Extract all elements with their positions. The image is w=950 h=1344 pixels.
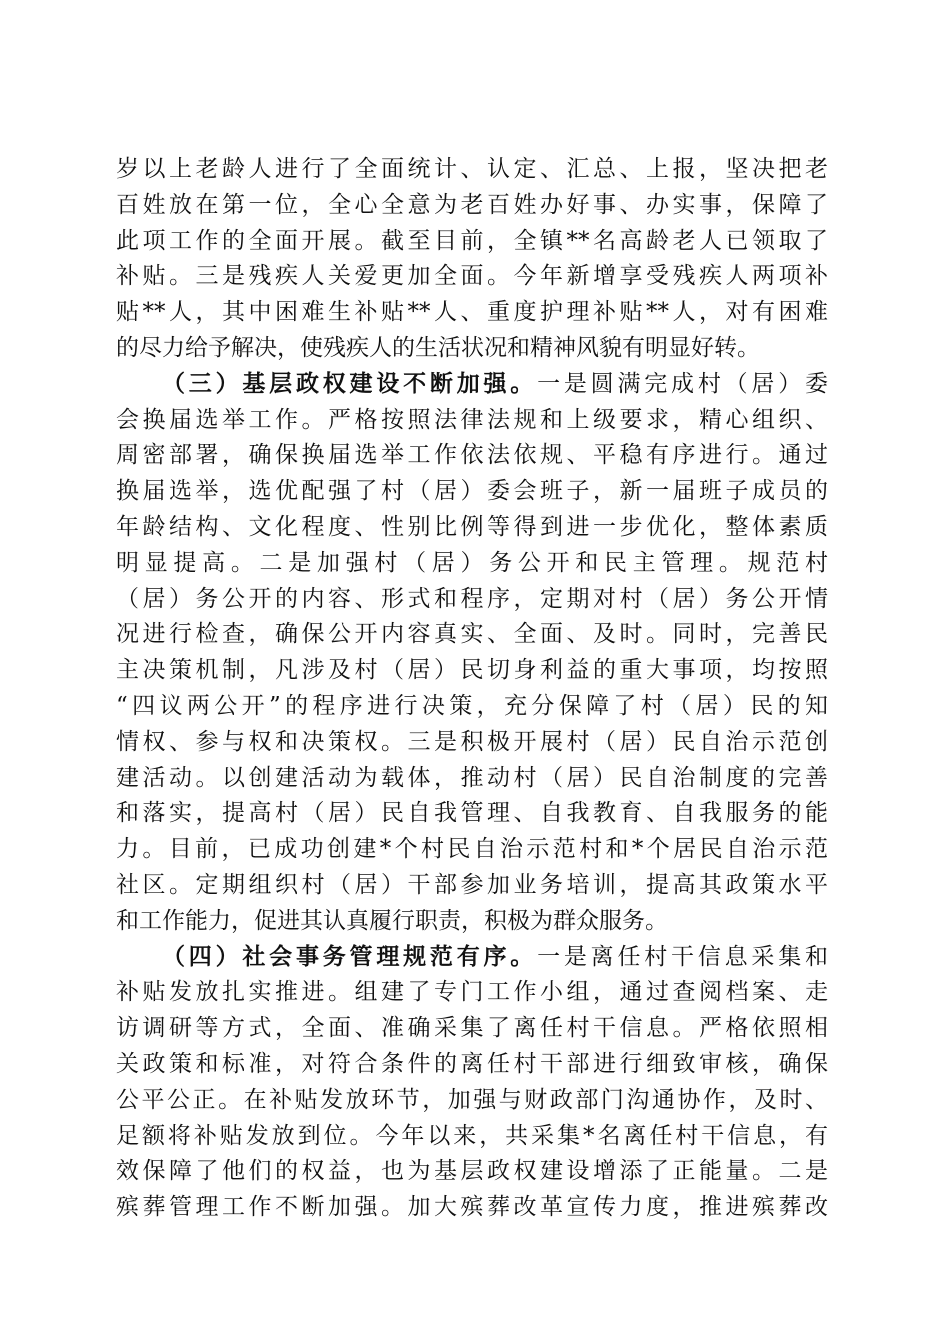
text-line: 社区。定期组织村（居）干部参加业务培训，提高其政策水平 xyxy=(116,871,828,898)
text-line: 公平公正。在补贴发放环节，加强与财政部门沟通协作，及时、 xyxy=(116,1086,828,1113)
text-line: 此项工作的全面开展。截至目前，全镇**名高龄老人已领取了 xyxy=(116,227,828,254)
text-line: “四议两公开”的程序进行决策，充分保障了村（居）民的知 xyxy=(116,692,828,719)
text-line: 贴**人，其中困难生补贴**人、重度护理补贴**人，对有困难 xyxy=(116,299,828,326)
paragraph-start-line xyxy=(116,940,828,976)
text-line: 和工作能力，促进其认真履行职责，积极为群众服务。 xyxy=(116,907,668,934)
text-line: 主决策机制，凡涉及村（居）民切身利益的重大事项，均按照 xyxy=(116,657,828,684)
text-line: 建活动。以创建活动为载体，推动村（居）民自治制度的完善 xyxy=(116,764,828,791)
text-line: 补贴发放扎实推进。组建了专门工作小组，通过查阅档案、走 xyxy=(116,979,828,1006)
text-line: 效保障了他们的权益，也为基层政权建设增添了正能量。二是 xyxy=(116,1158,828,1185)
text-run: 一是圆满完成村（居）委 xyxy=(537,370,829,397)
text-line: 明显提高。二是加强村（居）务公开和民主管理。规范村 xyxy=(116,549,828,576)
text-line: 年龄结构、文化程度、性别比例等得到进一步优化，整体素质 xyxy=(116,513,828,540)
text-line: 补贴。三是残疾人关爱更加全面。今年新增享受残疾人两项补 xyxy=(116,263,828,290)
text-line: 关政策和标准，对符合条件的离任村干部进行细致审核，确保 xyxy=(116,1050,828,1077)
text-line: 换届选举，选优配强了村（居）委会班子，新一届班子成员的 xyxy=(116,478,828,505)
text-line: 岁以上老龄人进行了全面统计、认定、汇总、上报，坚决把老 xyxy=(116,156,828,182)
text-line: 访调研等方式，全面、准确采集了离任村干信息。严格依照相 xyxy=(116,1015,828,1042)
section-heading-3: （三）基层政权建设不断加强。 xyxy=(162,370,538,397)
body-text xyxy=(116,152,828,1226)
text-line: 百姓放在第一位，全心全意为老百姓办好事、办实事，保障了 xyxy=(116,191,828,218)
text-run: 一是离任村干信息采集和 xyxy=(537,943,829,970)
text-line: 周密部署，确保换届选举工作依法依规、平稳有序进行。通过 xyxy=(116,442,828,469)
text-line: 情权、参与权和决策权。三是积极开展村（居）民自治示范创 xyxy=(116,728,828,755)
text-line: （居）务公开的内容、形式和程序，定期对村（居）务公开情 xyxy=(116,585,828,612)
text-line: 会换届选举工作。严格按照法律法规和上级要求，精心组织、 xyxy=(116,406,828,433)
text-line: 和落实，提高村（居）民自我管理、自我教育、自我服务的能 xyxy=(116,800,828,827)
text-line: 况进行检查，确保公开内容真实、全面、及时。同时，完善民 xyxy=(116,621,828,648)
section-heading-4: （四）社会事务管理规范有序。 xyxy=(162,943,538,970)
paragraph-start-line xyxy=(116,367,828,403)
text-line: 力。目前，已成功创建*个村民自治示范村和*个居民自治示范 xyxy=(116,836,828,863)
text-line: 殡葬管理工作不断加强。加大殡葬改革宣传力度，推进殡葬改 xyxy=(116,1194,828,1221)
text-line: 足额将补贴发放到位。今年以来，共采集*名离任村干信息，有 xyxy=(116,1122,828,1149)
text-line: 的尽力给予解决，使残疾人的生活状况和精神风貌有明显好转。 xyxy=(116,334,760,361)
